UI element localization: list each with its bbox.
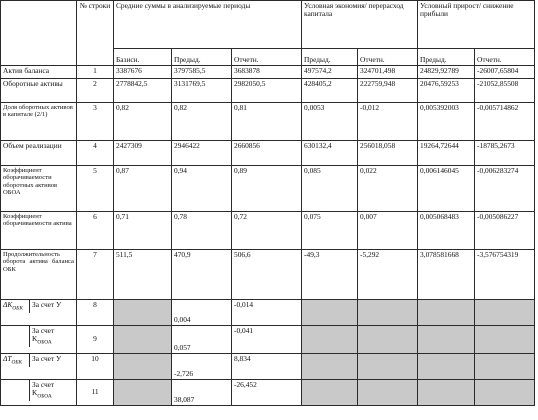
- cell-profit-prev: 0,006146045: [418, 166, 475, 212]
- cell-prev: 3797585,5: [172, 66, 232, 79]
- cell-profit-prev: 3,078581668: [418, 250, 475, 300]
- header-sub-curr: Отчетн.: [232, 49, 302, 66]
- row-number: 11: [77, 380, 114, 406]
- header-row-number: № строки: [77, 1, 114, 66]
- factor-row: [1, 300, 535, 326]
- cell-profit-curr: -0,006283274: [475, 166, 535, 212]
- cell-econ-prev: 0,085: [302, 166, 358, 212]
- cell-curr: 506,6: [232, 250, 302, 300]
- row-number: 3: [77, 103, 114, 141]
- cell-econ-curr: 256018,058: [358, 141, 418, 166]
- cell-curr: 3683878: [232, 66, 302, 79]
- cell-curr: -0,041: [232, 326, 302, 354]
- empty-cell: [358, 380, 418, 406]
- delta-t-group: $\Delta T_{ОБК}$: [3, 354, 23, 366]
- cell-base: 0,82: [114, 103, 172, 141]
- empty-cell: [358, 300, 418, 326]
- cell-prev: 2946422: [172, 141, 232, 166]
- cell-curr: -0,014: [232, 300, 302, 326]
- row-label: Доля оборотных активов в капитале (2/1): [1, 103, 77, 141]
- empty-cell: [358, 326, 418, 354]
- cell-profit-prev: 19264,72644: [418, 141, 475, 166]
- cell-curr: 8,834: [232, 354, 302, 380]
- row-number: 5: [77, 166, 114, 212]
- empty-cell: [358, 354, 418, 380]
- header-sub-profit-curr: Отчетн.: [475, 49, 535, 66]
- cell-base: 2778842,5: [114, 79, 172, 103]
- cell-profit-prev: 24829,92789: [418, 66, 475, 79]
- header-sub-prev: Предыд.: [172, 49, 232, 66]
- empty-cell: [475, 380, 535, 406]
- cell-base-empty: [114, 380, 172, 406]
- row-label: Коэффициент оборачиваемости оборотных активов ОБОА: [1, 166, 77, 212]
- table-row: [1, 141, 535, 166]
- table-row: [1, 250, 535, 300]
- cell-prev: 0,057: [172, 326, 232, 354]
- row-label: Коэффициент оборачиваемости актива: [1, 212, 77, 250]
- row-number: 2: [77, 79, 114, 103]
- cell-prev: 0,004: [172, 300, 232, 326]
- cell-econ-curr: 324701,498: [358, 66, 418, 79]
- factor-label-cell: [1, 354, 77, 380]
- empty-cell: [302, 300, 358, 326]
- cell-econ-prev: -49,3: [302, 250, 358, 300]
- cell-profit-curr: -18785,2673: [475, 141, 535, 166]
- header-sub-econ-curr: Отчетн.: [358, 49, 418, 66]
- empty-cell: [418, 326, 475, 354]
- factor-label-cell: [1, 300, 77, 326]
- cell-prev: 38,087: [172, 380, 232, 406]
- cell-base-empty: [114, 354, 172, 380]
- cell-prev: -2,726: [172, 354, 232, 380]
- row-number: 4: [77, 141, 114, 166]
- cell-base: 0,87: [114, 166, 172, 212]
- row-label: Оборотные активы: [1, 79, 77, 103]
- cell-econ-prev: 630132,4: [302, 141, 358, 166]
- cell-curr: 2982050,5: [232, 79, 302, 103]
- cell-base: 2427309: [114, 141, 172, 166]
- cell-curr: 0,89: [232, 166, 302, 212]
- empty-cell: [475, 326, 535, 354]
- cell-econ-curr: -5,292: [358, 250, 418, 300]
- row-number: 8: [77, 300, 114, 326]
- factor-group-empty: [1, 380, 29, 401]
- cell-base: 3387676: [114, 66, 172, 79]
- header-indicator-cell: [1, 1, 77, 66]
- cell-base: 511,5: [114, 250, 172, 300]
- empty-cell: [418, 354, 475, 380]
- empty-cell: [475, 300, 535, 326]
- cell-econ-prev: 497574,2: [302, 66, 358, 79]
- factor-row: [1, 326, 535, 354]
- table-row: [1, 66, 535, 79]
- cell-econ-curr: 0,022: [358, 166, 418, 212]
- factor-label: За счет У: [29, 354, 76, 367]
- table-row: [1, 166, 535, 212]
- header-capital-economy: Условная экономия/ перерасход капитала: [302, 1, 418, 49]
- cell-profit-curr: -21052,85508: [475, 79, 535, 103]
- cell-prev: 3131769,5: [172, 79, 232, 103]
- cell-curr: 0,81: [232, 103, 302, 141]
- header-sub-profit-prev: Предыд.: [418, 49, 475, 66]
- row-number: 1: [77, 66, 114, 79]
- empty-cell: [418, 300, 475, 326]
- header-profit-growth: Условный прирост/ снижение прибыли: [418, 1, 535, 49]
- header-row-top: [1, 1, 535, 49]
- factor-label: За счет У: [29, 300, 76, 313]
- cell-profit-prev: 20476,59253: [418, 79, 475, 103]
- table-row: [1, 212, 535, 250]
- factor-row: [1, 380, 535, 406]
- cell-prev: 0,82: [172, 103, 232, 141]
- cell-prev: 0,94: [172, 166, 232, 212]
- empty-cell: [475, 354, 535, 380]
- cell-curr: 0,72: [232, 212, 302, 250]
- header-sub-base: Базисн.: [114, 49, 172, 66]
- cell-base-empty: [114, 300, 172, 326]
- empty-cell: [302, 380, 358, 406]
- row-number: 6: [77, 212, 114, 250]
- cell-econ-curr: -0,012: [358, 103, 418, 141]
- cell-econ-curr: 0,007: [358, 212, 418, 250]
- cell-profit-curr: -26007,65804: [475, 66, 535, 79]
- cell-profit-curr: -0,005086227: [475, 212, 535, 250]
- factor-group-empty: [1, 326, 29, 347]
- cell-econ-prev: 0,075: [302, 212, 358, 250]
- cell-curr: 2660856: [232, 141, 302, 166]
- factor-label-cell: [1, 380, 77, 406]
- cell-profit-curr: -3,576754319: [475, 250, 535, 300]
- row-number: 7: [77, 250, 114, 300]
- cell-prev: 0,78: [172, 212, 232, 250]
- cell-base-empty: [114, 326, 172, 354]
- cell-profit-prev: 0,005068483: [418, 212, 475, 250]
- factor-row: [1, 354, 535, 380]
- factor-label: За счет $K_{ОБОА}$: [29, 326, 76, 347]
- factor-label-cell: [1, 326, 77, 354]
- row-number: 10: [77, 354, 114, 380]
- empty-cell: [418, 380, 475, 406]
- cell-econ-curr: 222759,948: [358, 79, 418, 103]
- row-label: Объем реализации: [1, 141, 77, 166]
- cell-econ-prev: 0,0053: [302, 103, 358, 141]
- row-label: Актив баланса: [1, 66, 77, 79]
- row-label: Продолжительность оборота актива баланса ОБК: [1, 250, 77, 300]
- table-row: [1, 103, 535, 141]
- header-average-sums: Средние суммы в анализируемые периоды: [114, 1, 302, 49]
- cell-profit-curr: -0,005714862: [475, 103, 535, 141]
- row-number: 9: [77, 326, 114, 354]
- cell-econ-prev: 428405,2: [302, 79, 358, 103]
- cell-base: 0,71: [114, 212, 172, 250]
- table-row: [1, 79, 535, 103]
- factor-label: За счет $K_{ОБОА}$: [29, 380, 76, 401]
- cell-prev: 470,9: [172, 250, 232, 300]
- header-sub-econ-prev: Предыд.: [302, 49, 358, 66]
- delta-k-group: $\Delta K_{ОБК}$: [3, 300, 23, 312]
- cell-curr: -26,452: [232, 380, 302, 406]
- cell-profit-prev: 0,005392003: [418, 103, 475, 141]
- empty-cell: [302, 326, 358, 354]
- empty-cell: [302, 354, 358, 380]
